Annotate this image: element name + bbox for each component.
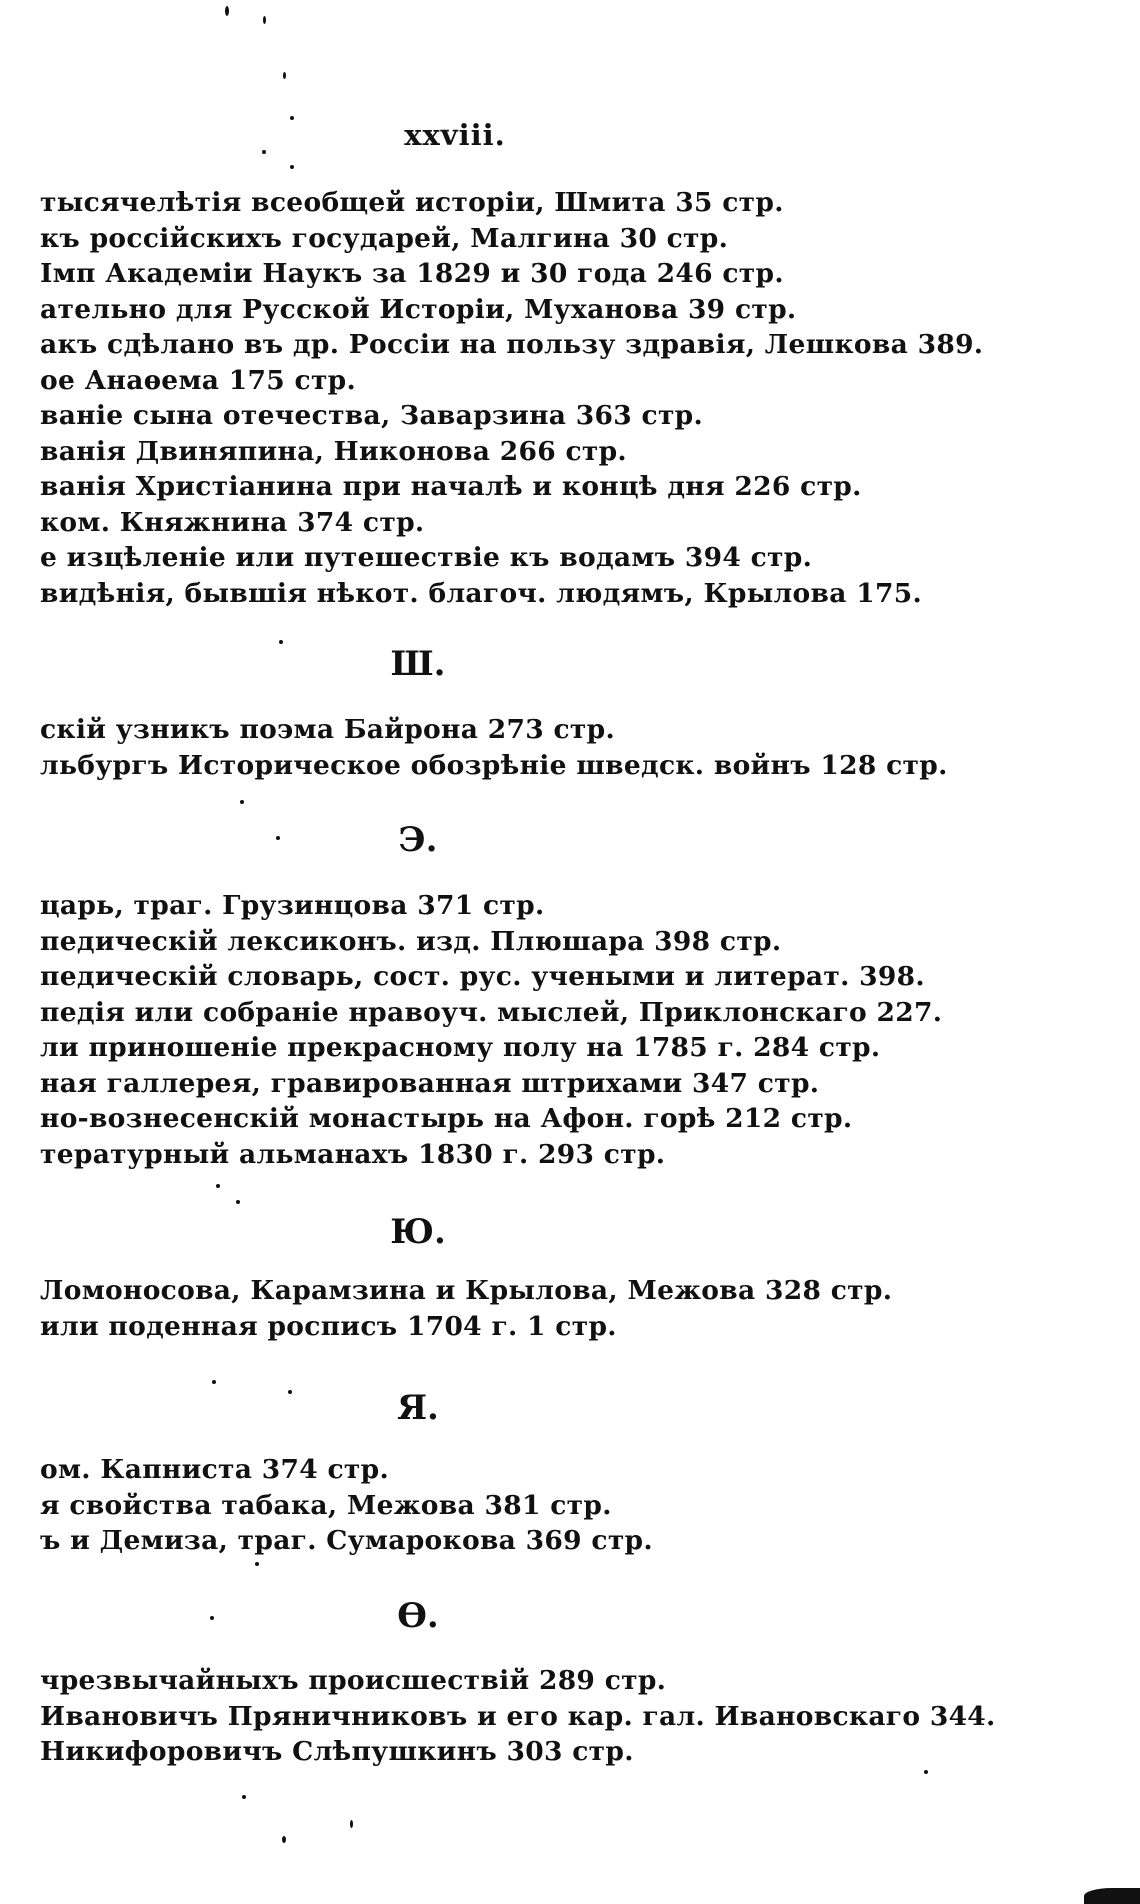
- scan-speck: [924, 1770, 928, 1774]
- scan-speck: [262, 150, 266, 154]
- scan-speck: [225, 6, 229, 16]
- scan-speck: [282, 1836, 286, 1843]
- index-entry: или поденная росписъ 1704 г. 1 стр.: [40, 1310, 617, 1342]
- index-entry: Ивановичъ Пряничниковъ и его кар. гал. Ивановскаго 344.: [40, 1700, 996, 1732]
- scan-speck: [216, 1184, 220, 1188]
- scan-speck: [350, 1820, 353, 1828]
- section-heading: Ѳ.: [397, 1596, 439, 1636]
- entry-list: [40, 1663, 996, 1770]
- scan-speck: [283, 72, 286, 79]
- section-heading: Ш.: [390, 644, 446, 684]
- scan-speck: [288, 1390, 292, 1394]
- entry-list: [40, 1273, 892, 1344]
- index-entry: Імп Академіи Наукъ за 1829 и 30 года 246 стр.: [40, 258, 784, 289]
- index-entry: ое Анаѳема 175 стр.: [40, 364, 357, 396]
- index-entry: ательно для Русской Исторіи, Муханова 39 стр.: [40, 293, 797, 325]
- index-entry: ваніе сына отечества, Заварзина 363 стр.: [40, 400, 704, 431]
- entry-list: [40, 888, 942, 1172]
- index-entry: Ломоносова, Карамзина и Крылова, Межова 328 стр.: [40, 1275, 893, 1306]
- entry-list: [40, 712, 948, 783]
- index-entry: видѣнія, бывшія нѣкот. благоч. людямъ, Крылова 175.: [40, 577, 922, 609]
- scan-speck: [210, 1616, 214, 1620]
- index-entry: е изцѣленіе или путешествіе къ водамъ 394 стр.: [40, 542, 813, 573]
- index-entry: я свойства табака, Межова 381 стр.: [40, 1489, 612, 1521]
- index-entry: ъ и Демиза, траг. Сумарокова 369 стр.: [40, 1525, 653, 1556]
- section-heading: Ю.: [390, 1212, 446, 1252]
- index-entry: ванія Двиняпина, Никонова 266 стр.: [40, 435, 627, 467]
- scan-speck: [290, 165, 294, 169]
- index-entry: акъ сдѣлано въ др. Россіи на пользу здравія, Лешкова 389.: [40, 329, 984, 360]
- index-entry: педическій словарь, сост. рус. учеными и литерат. 398.: [40, 961, 925, 992]
- page-number: xxviii.: [404, 118, 506, 152]
- scan-speck: [242, 1795, 246, 1799]
- scan-edge-mark: [1084, 1888, 1140, 1904]
- index-entry: къ россійскихъ государей, Малгина 30 стр.: [40, 222, 729, 254]
- scan-speck: [276, 836, 280, 840]
- index-entry: Никифоровичъ Слѣпушкинъ 303 стр.: [40, 1736, 634, 1767]
- index-entry: ком. Княжнина 374 стр.: [40, 506, 425, 538]
- index-entry: льбургъ Историческое обозрѣніе шведск. войнъ 128 стр.: [40, 749, 948, 781]
- index-entry: ли приношеніе прекрасному полу на 1785 г. 284 стр.: [40, 1032, 881, 1063]
- index-entry: тысячелѣтія всеобщей исторіи, Шмита 35 стр.: [40, 187, 784, 218]
- section-heading: Э.: [398, 820, 438, 860]
- scan-speck: [240, 800, 244, 804]
- index-entry: тературный альманахъ 1830 г. 293 стр.: [40, 1138, 666, 1170]
- index-entry: царь, траг. Грузинцова 371 стр.: [40, 890, 545, 921]
- entry-list-continued: [40, 185, 983, 611]
- index-entry: скій узникъ поэма Байрона 273 стр.: [40, 714, 615, 745]
- scan-speck: [212, 1380, 216, 1384]
- scan-speck: [255, 1562, 259, 1566]
- index-entry: но-вознесенскій монастырь на Афон. горѣ 212 стр.: [40, 1103, 853, 1134]
- index-entry: чрезвычайныхъ происшествій 289 стр.: [40, 1665, 667, 1696]
- index-entry: педія или собраніе нравоуч. мыслей, Приклонскаго 227.: [40, 996, 943, 1028]
- section-heading: Я.: [397, 1388, 439, 1428]
- index-entry: ная галлерея, гравированная штрихами 347 стр.: [40, 1067, 820, 1099]
- scan-speck: [290, 116, 294, 120]
- entry-list: [40, 1452, 653, 1559]
- scan-speck: [236, 1200, 240, 1204]
- index-entry: ванія Христіанина при началѣ и концѣ дня 226 стр.: [40, 471, 862, 502]
- scan-speck: [279, 640, 283, 644]
- index-entry: ом. Капниста 374 стр.: [40, 1454, 389, 1485]
- scan-speck: [263, 16, 266, 24]
- index-entry: педическій лексиконъ. изд. Плюшара 398 стр.: [40, 925, 782, 957]
